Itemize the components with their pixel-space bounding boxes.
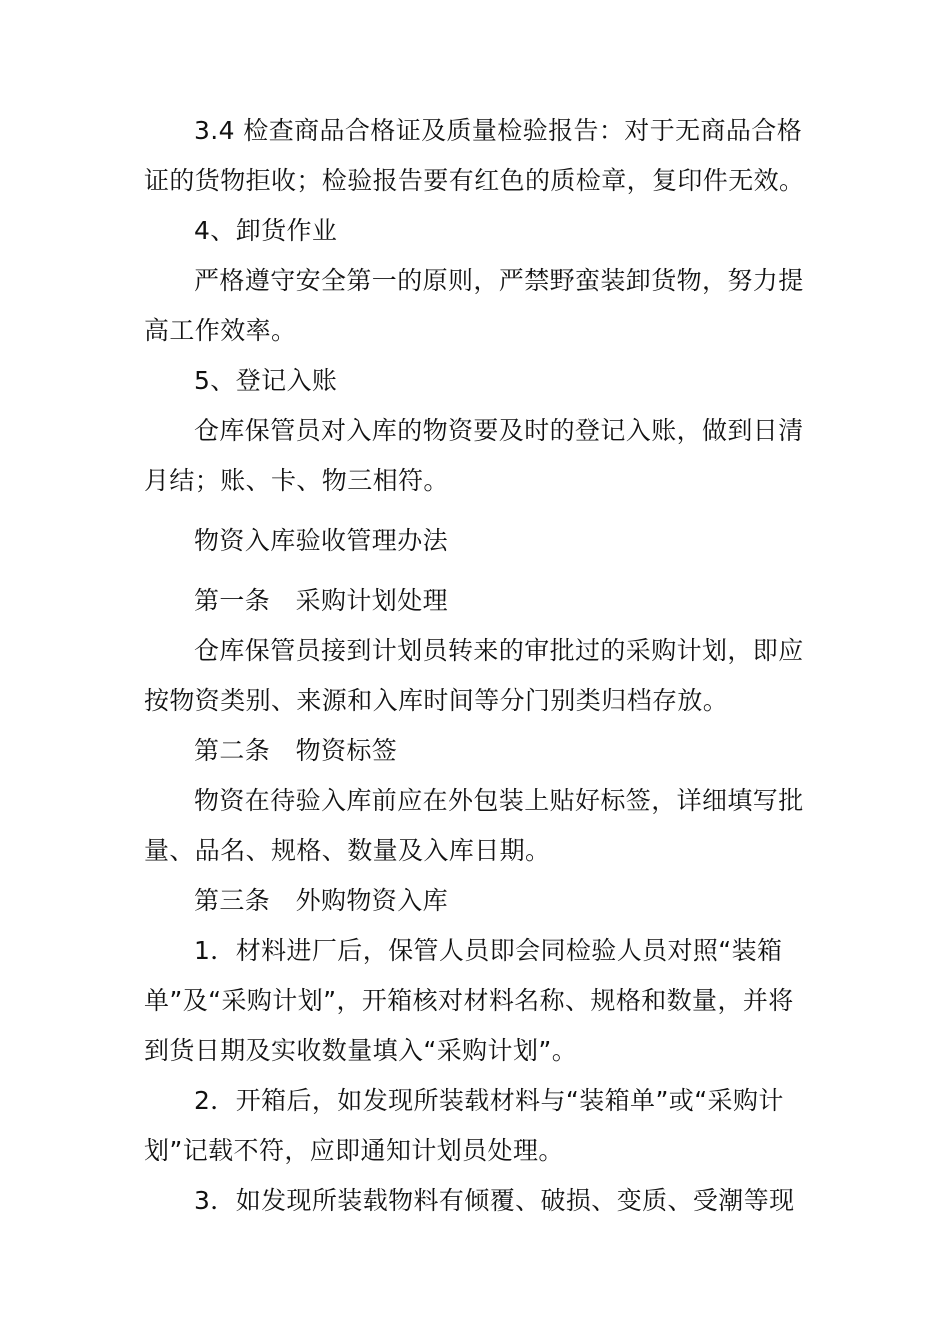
paragraph-registration: 仓库保管员对入库的物资要及时的登记入账，做到日清月结；账、卡、物三相符。 [144,416,804,495]
heading-unloading: 4、卸货作业 [194,216,338,245]
article-2-heading: 第二条 物资标签 [194,736,398,765]
heading-registration: 5、登记入账 [194,366,338,395]
article-3-item-3: 3．如发现所装载物料有倾覆、破损、变质、受潮等现 [194,1186,795,1215]
section-title: 物资入库验收管理办法 [194,526,449,555]
article-3-item-1: 1．材料进厂后，保管人员即会同检验人员对照“装箱单”及“采购计划”，开箱核对材料名称、规格和数量，并将到货日期及实收数量填入“采购计划”。 [144,936,794,1065]
article-1-body: 仓库保管员接到计划员转来的审批过的采购计划，即应按物资类别、来源和入库时间等分门别类归档存放。 [144,636,804,715]
document-body [144,106,808,1226]
paragraph-unloading: 严格遵守安全第一的原则，严禁野蛮装卸货物，努力提高工作效率。 [144,266,804,345]
paragraph-certificate-check: 3.4 检查商品合格证及质量检验报告：对于无商品合格证的货物拒收；检验报告要有红色的质检章，复印件无效。 [144,116,805,195]
article-2-body: 物资在待验入库前应在外包装上贴好标签，详细填写批量、品名、规格、数量及入库日期。 [144,786,804,865]
article-3-item-2: 2．开箱后，如发现所装载材料与“装箱单”或“采购计划”记载不符，应即通知计划员处理。 [144,1086,784,1165]
article-3-heading: 第三条 外购物资入库 [194,886,449,915]
article-1-heading: 第一条 采购计划处理 [194,586,449,615]
